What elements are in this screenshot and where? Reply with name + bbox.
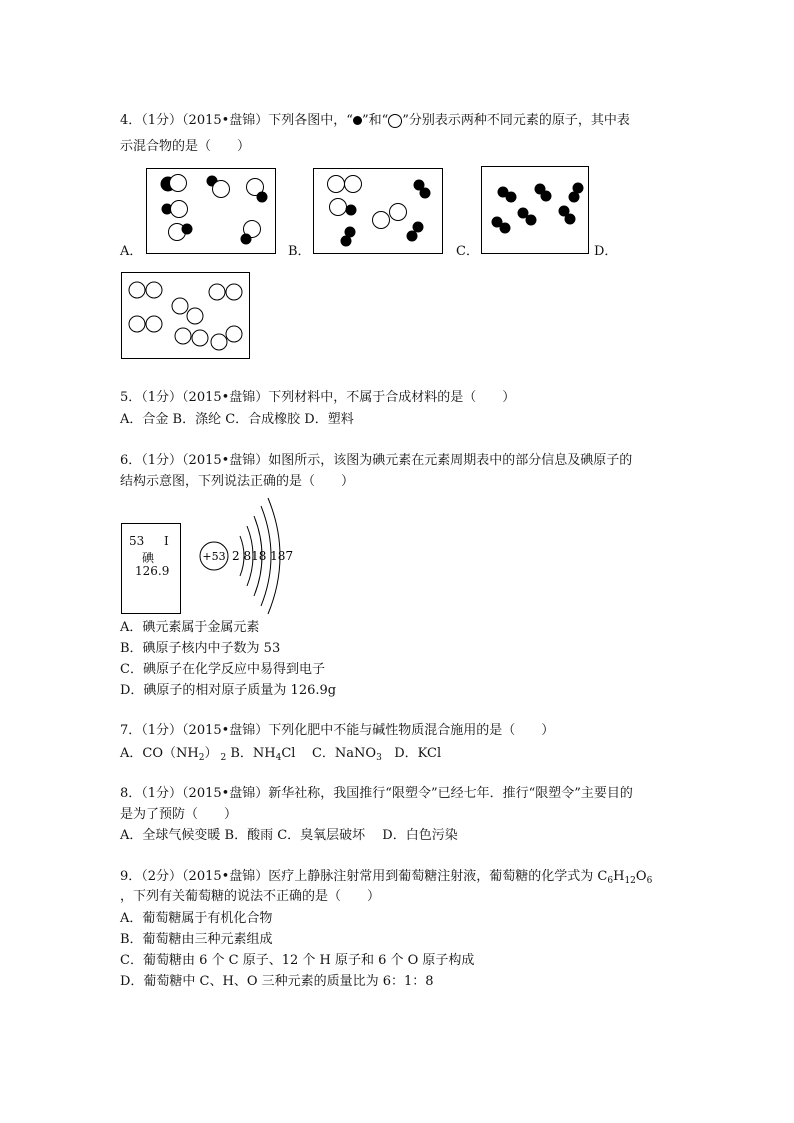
q4-option-d-label: D． — [594, 244, 618, 259]
black-atom-icon — [526, 215, 536, 225]
black-atom-icon — [541, 191, 551, 201]
q4-option-a-diagram — [146, 168, 276, 254]
q8-options: A．全球气候变暖 B．酸雨 C．臭氧层破坏 D．白色污染 — [120, 828, 458, 843]
white-atom-icon — [388, 114, 402, 128]
white-atom-icon — [373, 212, 390, 229]
black-atom-icon — [569, 192, 579, 202]
white-atom-icon — [146, 316, 162, 332]
q6-option-d: D．碘原子的相对原子质量为 126.9g — [120, 683, 337, 698]
q6-stem-line1: 6．（1分）（2015•盘锦）如图所示，该图为碘元素在元素周期表中的部分信息及碘原子的 — [120, 453, 633, 468]
q4-stem-line2: 示混合物的是（ ） — [120, 139, 251, 154]
q9-stem-line1: 9．（2分）（2015•盘锦）医疗上静脉注射常用到葡萄糖注射液，葡萄糖的化学式为 $C_6H_{12}O_6$ — [120, 869, 653, 886]
white-atom-icon — [129, 282, 145, 298]
q9-option-c: C．葡萄糖由 6 个 C 原子、12 个 H 原子和 6 个 O 原子构成 — [120, 953, 475, 968]
black-atom-icon — [565, 214, 575, 224]
q4-option-d-diagram — [121, 272, 250, 359]
black-atom-icon — [346, 205, 356, 215]
white-atom-icon — [328, 176, 345, 193]
black-atom-icon — [345, 227, 355, 237]
white-atom-icon — [192, 330, 208, 346]
black-atom-icon — [420, 188, 430, 198]
black-atom-icon — [413, 222, 423, 232]
black-atom-icon — [518, 208, 528, 218]
white-atom-icon — [129, 316, 145, 332]
q4-stem-line1: 4．（1分）（2015•盘锦）下列各图中，“ ”和“ ”分别表示两种不同元素的原子，其中表 — [120, 113, 630, 128]
q5-stem: 5．（1分）（2015•盘锦）下列材料中，不属于合成材料的是（ ） — [120, 390, 516, 405]
white-atom-icon — [211, 334, 227, 350]
black-atom-icon — [257, 192, 267, 202]
q8-stem-line2: 是为了预防（ ） — [120, 807, 238, 822]
white-atom-icon — [187, 308, 203, 324]
nucleus-label: +53 — [202, 550, 226, 563]
element-name: 碘 — [142, 551, 155, 565]
black-atom-icon — [407, 231, 417, 241]
q6-option-b: B．碘原子核内中子数为 53 — [120, 641, 281, 656]
q7-options: A．$CO(NH_2)$ $_2$ B．$NH_4Cl$ C．NaNO$_3$ D．KCl — [120, 746, 442, 763]
white-atom-icon — [146, 282, 162, 298]
q4-option-a-label: A． — [120, 244, 143, 259]
black-atom-icon — [341, 236, 351, 246]
white-atom-icon — [171, 201, 188, 218]
q9-option-b: B．葡萄糖由三种元素组成 — [120, 932, 273, 947]
q8-stem-line1: 8．（1分）（2015•盘锦）新华社称，我国推行“限塑令”已经七年．推行“限塑令”主要目的 — [120, 786, 633, 801]
white-atom-icon — [390, 204, 407, 221]
q9-option-d: D．葡萄糖中 C、H、O 三种元素的质量比为 6：1：8 — [120, 974, 434, 989]
white-atom-icon — [330, 199, 347, 216]
black-atom-icon — [573, 183, 583, 193]
q4-option-b-label: B． — [288, 244, 311, 259]
black-atom-icon — [506, 192, 516, 202]
q6-option-a: A．碘元素属于金属元素 — [120, 620, 260, 635]
white-atom-icon — [226, 284, 242, 300]
black-atom-icon — [500, 223, 510, 233]
element-symbol: I — [164, 534, 169, 548]
white-atom-icon — [172, 298, 188, 314]
white-atom-icon — [175, 328, 191, 344]
q6-option-c: C．碘原子在化学反应中易得到电子 — [120, 662, 325, 677]
q4-option-c-label: C． — [456, 244, 479, 259]
q5-options: A．合金 B．涤纶 C．合成橡胶 D．塑料 — [120, 412, 354, 427]
black-atom-icon — [182, 224, 192, 234]
q4-option-c-diagram — [481, 166, 589, 254]
shell-electrons: 2 818 187 — [232, 549, 294, 563]
white-atom-icon — [209, 284, 225, 300]
white-atom-icon — [213, 181, 230, 198]
black-atom-icon — [241, 234, 251, 244]
q4-option-b-diagram — [313, 168, 443, 254]
element-mass: 126.9 — [135, 564, 170, 578]
periodic-table-cell — [121, 523, 181, 614]
atom-structure-diagram — [196, 496, 306, 616]
white-atom-icon — [345, 176, 362, 193]
element-number: 53 — [129, 534, 145, 548]
q9-option-a: A．葡萄糖属于有机化合物 — [120, 911, 273, 926]
q6-stem-line2: 结构示意图，下列说法正确的是（ ） — [120, 474, 355, 489]
q7-stem: 7．（1分）（2015•盘锦）下列化肥中不能与碱性物质混合施用的是（ ） — [120, 723, 555, 738]
black-atom-icon — [353, 116, 362, 125]
q9-stem-line2: ，下列有关葡萄糖的说法不正确的是（ ） — [120, 889, 381, 904]
white-atom-icon — [226, 326, 242, 342]
white-atom-icon — [170, 175, 187, 192]
